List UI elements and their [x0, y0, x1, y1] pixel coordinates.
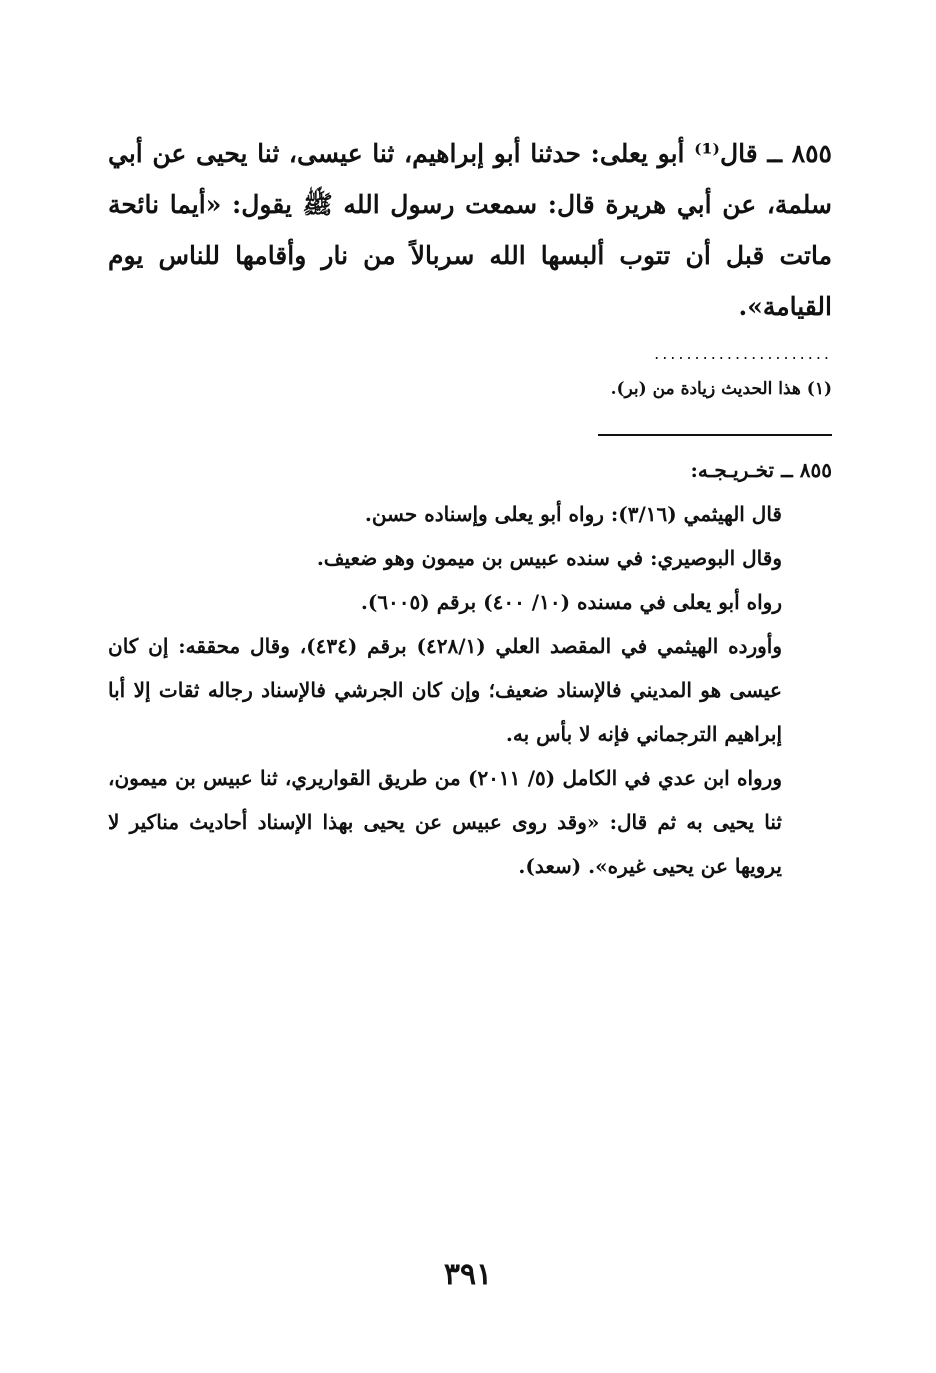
takhrij-line: وأورده الهيثمي في المقصد العلي (٤٢٨/١) برقم (٤٣٤)، وقال محققه: إن كان عيسى هو المديني فالإسناد ضعيف؛ وإن كان الجرشي فالإسناد رجاله ثقات إلا أبا إبراهيم الترجماني فإنه لا بأس به.: [108, 634, 783, 746]
footnote: (١) هذا الحديث زيادة من (بر).: [610, 379, 832, 399]
takhrij-line: وقال البوصيري: في سنده عبيس بن ميمون وهو ضعيف.: [316, 546, 782, 570]
takhrij-line: ورواه ابن عدي في الكامل (٥/ ٢٠١١) من طريق القواريري، ثنا عبيس بن ميمون، ثنا يحيى به ثم قال: «وقد روى عبيس عن يحيى بهذا الإسناد أحاديث مناكير لا يرويها عن يحيى غيره». (سعد).: [108, 766, 782, 878]
hadith-text: [108, 128, 832, 332]
section-divider: [598, 434, 832, 436]
takhrij-heading: ٨٥٥ ــ تخـريـجـه:: [690, 458, 832, 482]
footnote-separator: ......................: [654, 344, 832, 363]
page-number: ٣٩١: [443, 1257, 493, 1292]
takhrij-line: رواه أبو يعلى في مسنده (١٠/ ٤٠٠) برقم (٦٠٠٥).: [360, 590, 782, 614]
takhrij-section: [108, 448, 832, 888]
hadith-paragraph: ٨٥٥ ــ قال⁽¹⁾ أبو يعلى: حدثنا أبو إبراهيم، ثنا عيسى، ثنا يحيى عن أبي سلمة، عن أبي هريرة قال: سمعت رسول الله ﷺ يقول: «أيما نائحة ماتت قبل أن تتوب ألبسها الله سربالاً من نار وأقامها للناس يوم القيامة».: [108, 139, 832, 321]
takhrij-line: قال الهيثمي (٣/١٦): رواه أبو يعلى وإسناده حسن.: [364, 502, 782, 526]
